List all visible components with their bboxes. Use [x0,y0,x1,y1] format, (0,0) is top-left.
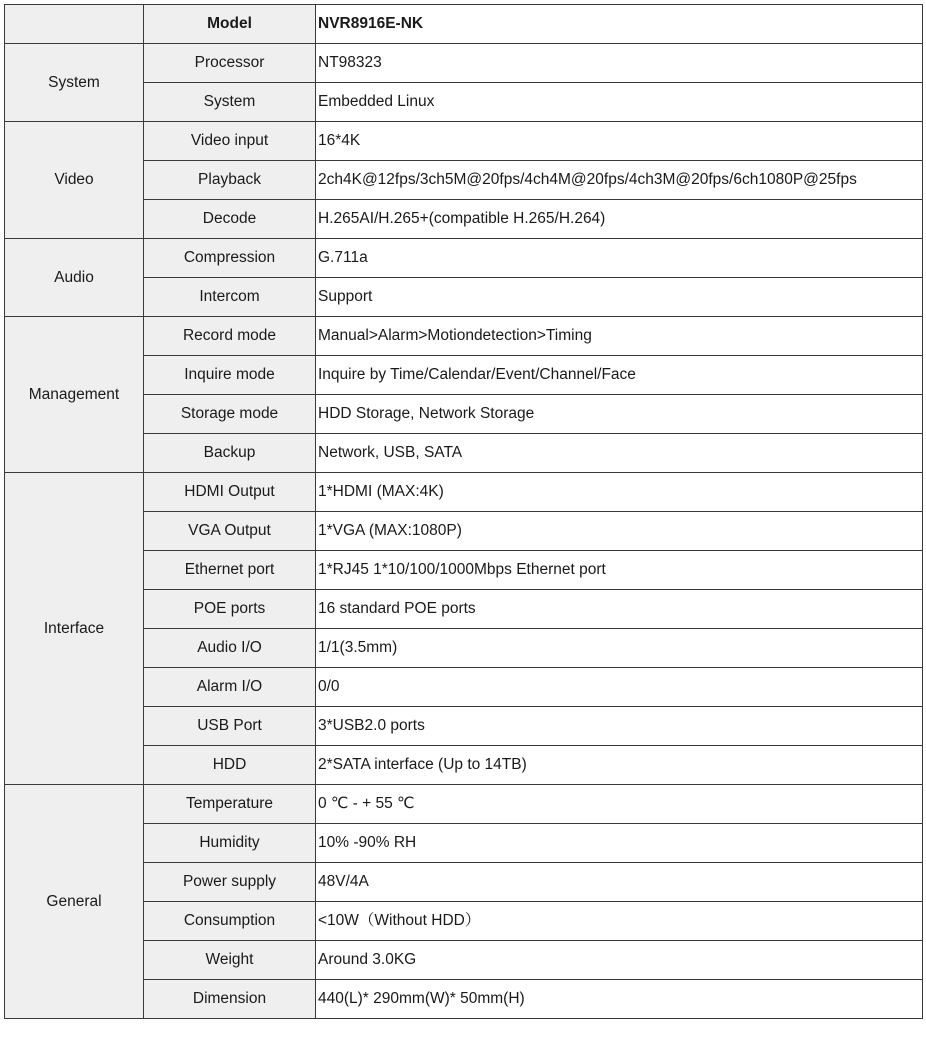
spec-key: Intercom [144,278,316,317]
spec-value: H.265AI/H.265+(compatible H.265/H.264) [316,200,923,239]
spec-key: Weight [144,941,316,980]
spec-value: 1*HDMI (MAX:4K) [316,473,923,512]
spec-value: Around 3.0KG [316,941,923,980]
spec-value: Embedded Linux [316,83,923,122]
category-interface: Interface [5,473,144,785]
table-row [5,122,923,161]
spec-key: HDD [144,746,316,785]
spec-table [4,4,923,1019]
spec-value: 2ch4K@12fps/3ch5M@20fps/4ch4M@20fps/4ch3M@20fps/6ch1080P@25fps [316,161,923,200]
spec-key: Backup [144,434,316,473]
spec-key: VGA Output [144,512,316,551]
spec-key: Power supply [144,863,316,902]
spec-value: Inquire by Time/Calendar/Event/Channel/Face [316,356,923,395]
spec-key: Video input [144,122,316,161]
category-general: General [5,785,144,1019]
spec-value: 2*SATA interface (Up to 14TB) [316,746,923,785]
table-row [5,785,923,824]
spec-key: POE ports [144,590,316,629]
table-row [5,239,923,278]
spec-value: Support [316,278,923,317]
spec-key: Decode [144,200,316,239]
category-management: Management [5,317,144,473]
spec-value: Network, USB, SATA [316,434,923,473]
spec-value: Manual>Alarm>Motiondetection>Timing [316,317,923,356]
header-empty-cell [5,5,144,44]
model-label: Model [144,5,316,44]
spec-key: Compression [144,239,316,278]
spec-value: 0 ℃ - + 55 ℃ [316,785,923,824]
spec-value: HDD Storage, Network Storage [316,395,923,434]
spec-value: 1*RJ45 1*10/100/1000Mbps Ethernet port [316,551,923,590]
spec-value: 1/1(3.5mm) [316,629,923,668]
spec-value: 10% -90% RH [316,824,923,863]
spec-value: 16 standard POE ports [316,590,923,629]
spec-key: System [144,83,316,122]
spec-value: NT98323 [316,44,923,83]
spec-key: Processor [144,44,316,83]
spec-value: 1*VGA (MAX:1080P) [316,512,923,551]
table-row [5,317,923,356]
category-audio: Audio [5,239,144,317]
table-row [5,473,923,512]
spec-key: HDMI Output [144,473,316,512]
spec-value: 440(L)* 290mm(W)* 50mm(H) [316,980,923,1019]
spec-key: Record mode [144,317,316,356]
spec-key: Inquire mode [144,356,316,395]
model-value: NVR8916E-NK [316,5,923,44]
category-system: System [5,44,144,122]
table-header-row [5,5,923,44]
spec-key: Temperature [144,785,316,824]
spec-value: 0/0 [316,668,923,707]
spec-key: Alarm I/O [144,668,316,707]
spec-key: Consumption [144,902,316,941]
spec-key: Dimension [144,980,316,1019]
spec-key: Ethernet port [144,551,316,590]
spec-value: 16*4K [316,122,923,161]
spec-key: Storage mode [144,395,316,434]
category-video: Video [5,122,144,239]
spec-value: <10W（Without HDD） [316,902,923,941]
spec-value: 48V/4A [316,863,923,902]
spec-key: Humidity [144,824,316,863]
spec-value: G.711a [316,239,923,278]
spec-key: Audio I/O [144,629,316,668]
spec-key: Playback [144,161,316,200]
spec-value: 3*USB2.0 ports [316,707,923,746]
table-row [5,44,923,83]
spec-key: USB Port [144,707,316,746]
